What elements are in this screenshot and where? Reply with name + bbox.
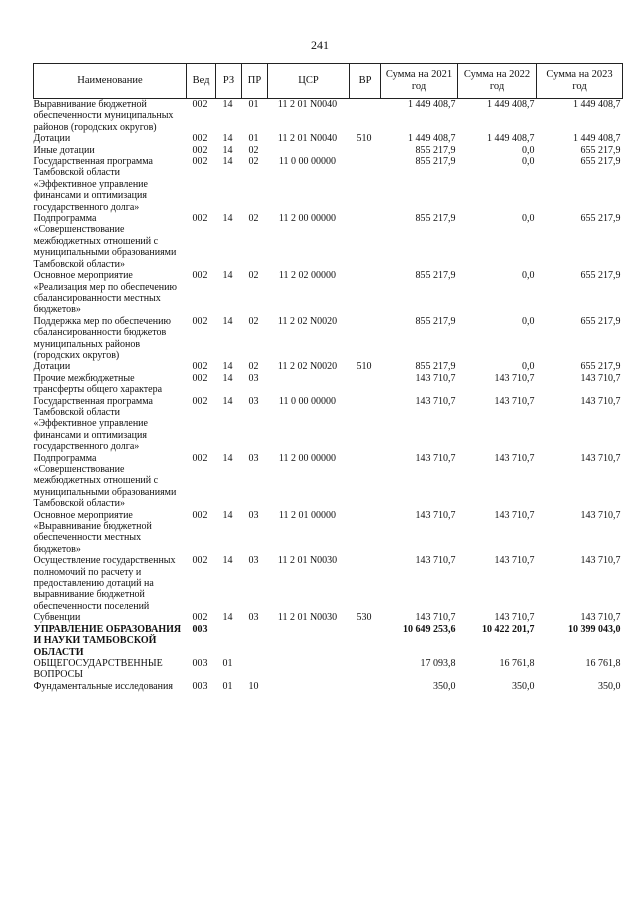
row-sum-2021: 855 217,9: [415, 213, 456, 225]
row-sum-2021: 143 710,7: [415, 509, 456, 521]
row-name: Субвенции: [33, 612, 81, 624]
row-csr: [268, 373, 350, 396]
row-ved: 002: [192, 315, 208, 327]
row-sum-2022: 10 422 201,7: [482, 623, 535, 635]
table-header-row: [34, 64, 623, 99]
row-name: УПРАВЛЕНИЕ ОБРАЗОВАНИЯ И НАУКИ ТАМБОВСКОЙ ОБЛАСТИ: [33, 623, 182, 658]
row-rz: 14: [222, 452, 233, 464]
row-csr: 11 2 01 N0030: [277, 555, 338, 567]
row-sum-2022: 0,0: [522, 315, 535, 327]
row-sum-2022: 0,0: [522, 270, 535, 282]
row-ved: 003: [192, 623, 208, 635]
row-csr: 11 2 01 00000: [278, 509, 337, 521]
row-rz: 14: [222, 144, 233, 156]
row-csr: 11 2 02 N0020: [277, 315, 338, 327]
row-vr: [350, 373, 381, 396]
row-sum-2022: 1 449 408,7: [487, 99, 535, 110]
row-csr: 11 2 02 00000: [278, 270, 337, 282]
row-pr: 03: [248, 509, 259, 521]
row-rz: 14: [222, 509, 233, 521]
row-name: Осуществление государственных полномочий по расчету и предоставлению дотаций на выравнивание бюджетной обеспеченности поселений: [33, 555, 176, 612]
row-name: Дотации: [33, 361, 71, 373]
row-name: Основное мероприятие «Выравнивание бюджетной обеспеченности местных бюджетов»: [33, 509, 152, 555]
table-row: [34, 658, 623, 681]
row-sum-2022: 16 761,8: [499, 657, 535, 669]
row-rz: 14: [222, 372, 233, 384]
table-row: [34, 316, 623, 362]
header-ved: Вед: [187, 64, 216, 99]
row-pr: 03: [248, 395, 259, 407]
row-name: ОБЩЕГОСУДАРСТВЕННЫЕ ВОПРОСЫ: [33, 657, 163, 681]
row-name: Поддержка мер по обеспечению сбалансированности бюджетов муниципальных районов (городских округов): [33, 315, 171, 361]
row-rz: 01: [222, 657, 233, 669]
row-rz: 14: [222, 213, 233, 225]
row-ved: 002: [192, 270, 208, 282]
row-sum-2021: 143 710,7: [415, 555, 456, 567]
row-sum-2022: 143 710,7: [494, 555, 535, 567]
row-sum-2022: 143 710,7: [494, 452, 535, 464]
row-vr: [350, 213, 381, 270]
row-ved: 002: [192, 395, 208, 407]
row-rz: 14: [222, 133, 233, 145]
page-number: 241: [311, 38, 329, 52]
row-sum-2022: 143 710,7: [494, 372, 535, 384]
row-sum-2021: 143 710,7: [415, 395, 456, 407]
row-name: Государственная программа Тамбовской области «Эффективное управление финансами и оптимизация государственного долга»: [33, 156, 153, 213]
row-pr: 02: [248, 156, 259, 168]
row-rz: 14: [222, 270, 233, 282]
row-csr: 11 0 00 00000: [278, 395, 337, 407]
table-row: [34, 453, 623, 510]
row-pr: 02: [248, 144, 259, 156]
header-csr: ЦСР: [268, 64, 350, 99]
header-rz: РЗ: [216, 64, 242, 99]
row-vr: [350, 145, 381, 156]
table-row: [34, 681, 623, 692]
row-sum-2023: 350,0: [598, 680, 621, 692]
row-vr: 510: [356, 133, 372, 145]
row-rz: 14: [222, 315, 233, 327]
row-vr: 530: [356, 612, 372, 624]
row-csr: [268, 145, 350, 156]
table-row: [34, 624, 623, 658]
row-name: Государственная программа Тамбовской области «Эффективное управление финансами и оптимизация государственного долга»: [33, 395, 153, 453]
row-sum-2023: 655 217,9: [580, 156, 621, 168]
row-rz: 14: [222, 156, 233, 168]
row-vr: [350, 453, 381, 510]
header-name: Наименование: [34, 64, 187, 99]
row-vr: [350, 316, 381, 362]
row-sum-2023: 143 710,7: [580, 372, 621, 384]
row-sum-2023: 143 710,7: [580, 395, 621, 407]
table-row: [34, 361, 623, 372]
row-name: Фундаментальные исследования: [33, 680, 173, 692]
row-pr: [242, 624, 268, 658]
row-vr: [350, 99, 381, 134]
row-sum-2021: 17 093,8: [420, 657, 456, 669]
row-sum-2021: 855 217,9: [415, 361, 456, 373]
table-row: [34, 612, 623, 623]
row-ved: 002: [192, 144, 208, 156]
row-csr: 11 2 00 00000: [278, 213, 337, 225]
row-sum-2021: 1 449 408,7: [408, 133, 456, 145]
row-sum-2022: 1 449 408,7: [487, 133, 535, 145]
row-vr: [350, 624, 381, 658]
row-sum-2023: 143 710,7: [580, 555, 621, 567]
row-sum-2021: 1 449 408,7: [408, 99, 456, 110]
row-pr: 02: [248, 270, 259, 282]
row-sum-2021: 143 710,7: [415, 612, 456, 624]
row-rz: [216, 624, 242, 658]
row-sum-2022: 143 710,7: [494, 509, 535, 521]
header-sum-2022: Сумма на 2022 год: [458, 64, 537, 99]
row-vr: [350, 156, 381, 213]
table-row: [34, 396, 623, 453]
row-pr: 03: [248, 555, 259, 567]
row-vr: [350, 396, 381, 453]
row-sum-2023: 10 399 043,0: [568, 623, 621, 635]
table-row: [34, 270, 623, 316]
row-name: Прочие межбюджетные трансферты общего характера: [33, 372, 163, 396]
table-row: [34, 213, 623, 270]
row-ved: 002: [192, 133, 208, 145]
row-csr: 11 2 02 N0020: [277, 361, 338, 373]
row-name: Подпрограмма «Совершенствование межбюджетных отношений с муниципальными образованиями Тамбовской области»: [33, 213, 177, 270]
row-name: Выравнивание бюджетной обеспеченности муниципальных районов (городских округов): [33, 99, 174, 133]
row-pr: 03: [248, 372, 259, 384]
row-rz: 14: [222, 395, 233, 407]
row-sum-2023: 1 449 408,7: [573, 99, 621, 110]
row-ved: 003: [192, 680, 208, 692]
row-name: Основное мероприятие «Реализация мер по обеспечению сбалансированности местных бюджетов»: [33, 270, 177, 316]
row-ved: 002: [192, 612, 208, 624]
row-sum-2023: 16 761,8: [585, 657, 621, 669]
row-csr: 11 2 01 N0040: [277, 99, 338, 110]
table-row: [34, 373, 623, 396]
row-sum-2022: 350,0: [512, 680, 535, 692]
row-vr: [350, 681, 381, 692]
row-vr: 510: [356, 361, 372, 373]
row-sum-2023: 143 710,7: [580, 509, 621, 521]
row-rz: 14: [222, 99, 233, 110]
table-row: [34, 156, 623, 213]
row-pr: 02: [248, 213, 259, 225]
row-ved: 002: [192, 156, 208, 168]
row-csr: 11 2 01 N0030: [277, 612, 338, 624]
row-sum-2023: 655 217,9: [580, 144, 621, 156]
row-ved: 002: [192, 213, 208, 225]
row-sum-2023: 655 217,9: [580, 213, 621, 225]
row-sum-2022: 0,0: [522, 144, 535, 156]
row-rz: 01: [222, 680, 233, 692]
row-ved: 002: [192, 555, 208, 567]
row-ved: 002: [192, 372, 208, 384]
row-sum-2021: 855 217,9: [415, 144, 456, 156]
row-csr: 11 0 00 00000: [278, 156, 337, 168]
table-row: [34, 99, 623, 134]
row-ved: 002: [192, 361, 208, 373]
row-pr: 02: [248, 361, 259, 373]
row-pr: [242, 658, 268, 681]
row-pr: 03: [248, 452, 259, 464]
row-sum-2021: 855 217,9: [415, 315, 456, 327]
row-sum-2023: 143 710,7: [580, 452, 621, 464]
row-pr: 03: [248, 612, 259, 624]
row-sum-2023: 1 449 408,7: [573, 133, 621, 145]
row-ved: 002: [192, 509, 208, 521]
row-sum-2023: 655 217,9: [580, 361, 621, 373]
table-row: [34, 510, 623, 556]
row-sum-2022: 143 710,7: [494, 395, 535, 407]
row-vr: [350, 270, 381, 316]
row-name: Дотации: [33, 133, 71, 145]
header-vr: ВР: [350, 64, 381, 99]
row-ved: 002: [192, 452, 208, 464]
table-row: [34, 145, 623, 156]
row-sum-2022: 0,0: [522, 156, 535, 168]
row-sum-2021: 143 710,7: [415, 452, 456, 464]
budget-table: [33, 63, 623, 692]
row-pr: 02: [248, 315, 259, 327]
row-sum-2022: 143 710,7: [494, 612, 535, 624]
row-rz: 14: [222, 555, 233, 567]
row-rz: 14: [222, 612, 233, 624]
row-sum-2021: 855 217,9: [415, 270, 456, 282]
row-rz: 14: [222, 361, 233, 373]
row-sum-2022: 0,0: [522, 361, 535, 373]
header-pr: ПР: [242, 64, 268, 99]
row-sum-2022: 0,0: [522, 213, 535, 225]
row-sum-2021: 10 649 253,6: [403, 623, 456, 635]
row-ved: 003: [192, 657, 208, 669]
row-sum-2021: 350,0: [433, 680, 456, 692]
row-name: Подпрограмма «Совершенствование межбюджетных отношений с муниципальными образованиями Тамбовской области»: [33, 452, 177, 510]
row-vr: [350, 510, 381, 556]
header-sum-2023: Сумма на 2023 год: [537, 64, 623, 99]
row-csr: 11 2 00 00000: [278, 452, 337, 464]
row-csr: [268, 658, 350, 681]
row-ved: 002: [192, 99, 208, 110]
row-vr: [350, 658, 381, 681]
row-sum-2021: 143 710,7: [415, 372, 456, 384]
row-csr: [268, 624, 350, 658]
row-sum-2023: 655 217,9: [580, 315, 621, 327]
table-row: [34, 555, 623, 612]
row-pr: 01: [248, 133, 259, 145]
table-row: [34, 133, 623, 144]
row-pr: 01: [248, 99, 259, 110]
row-sum-2023: 143 710,7: [580, 612, 621, 624]
row-csr: [268, 681, 350, 692]
row-name: Иные дотации: [33, 144, 95, 156]
row-vr: [350, 555, 381, 612]
header-sum-2021: Сумма на 2021 год: [381, 64, 458, 99]
row-sum-2021: 855 217,9: [415, 156, 456, 168]
row-csr: 11 2 01 N0040: [277, 133, 338, 145]
row-pr: 10: [248, 680, 259, 692]
row-sum-2023: 655 217,9: [580, 270, 621, 282]
